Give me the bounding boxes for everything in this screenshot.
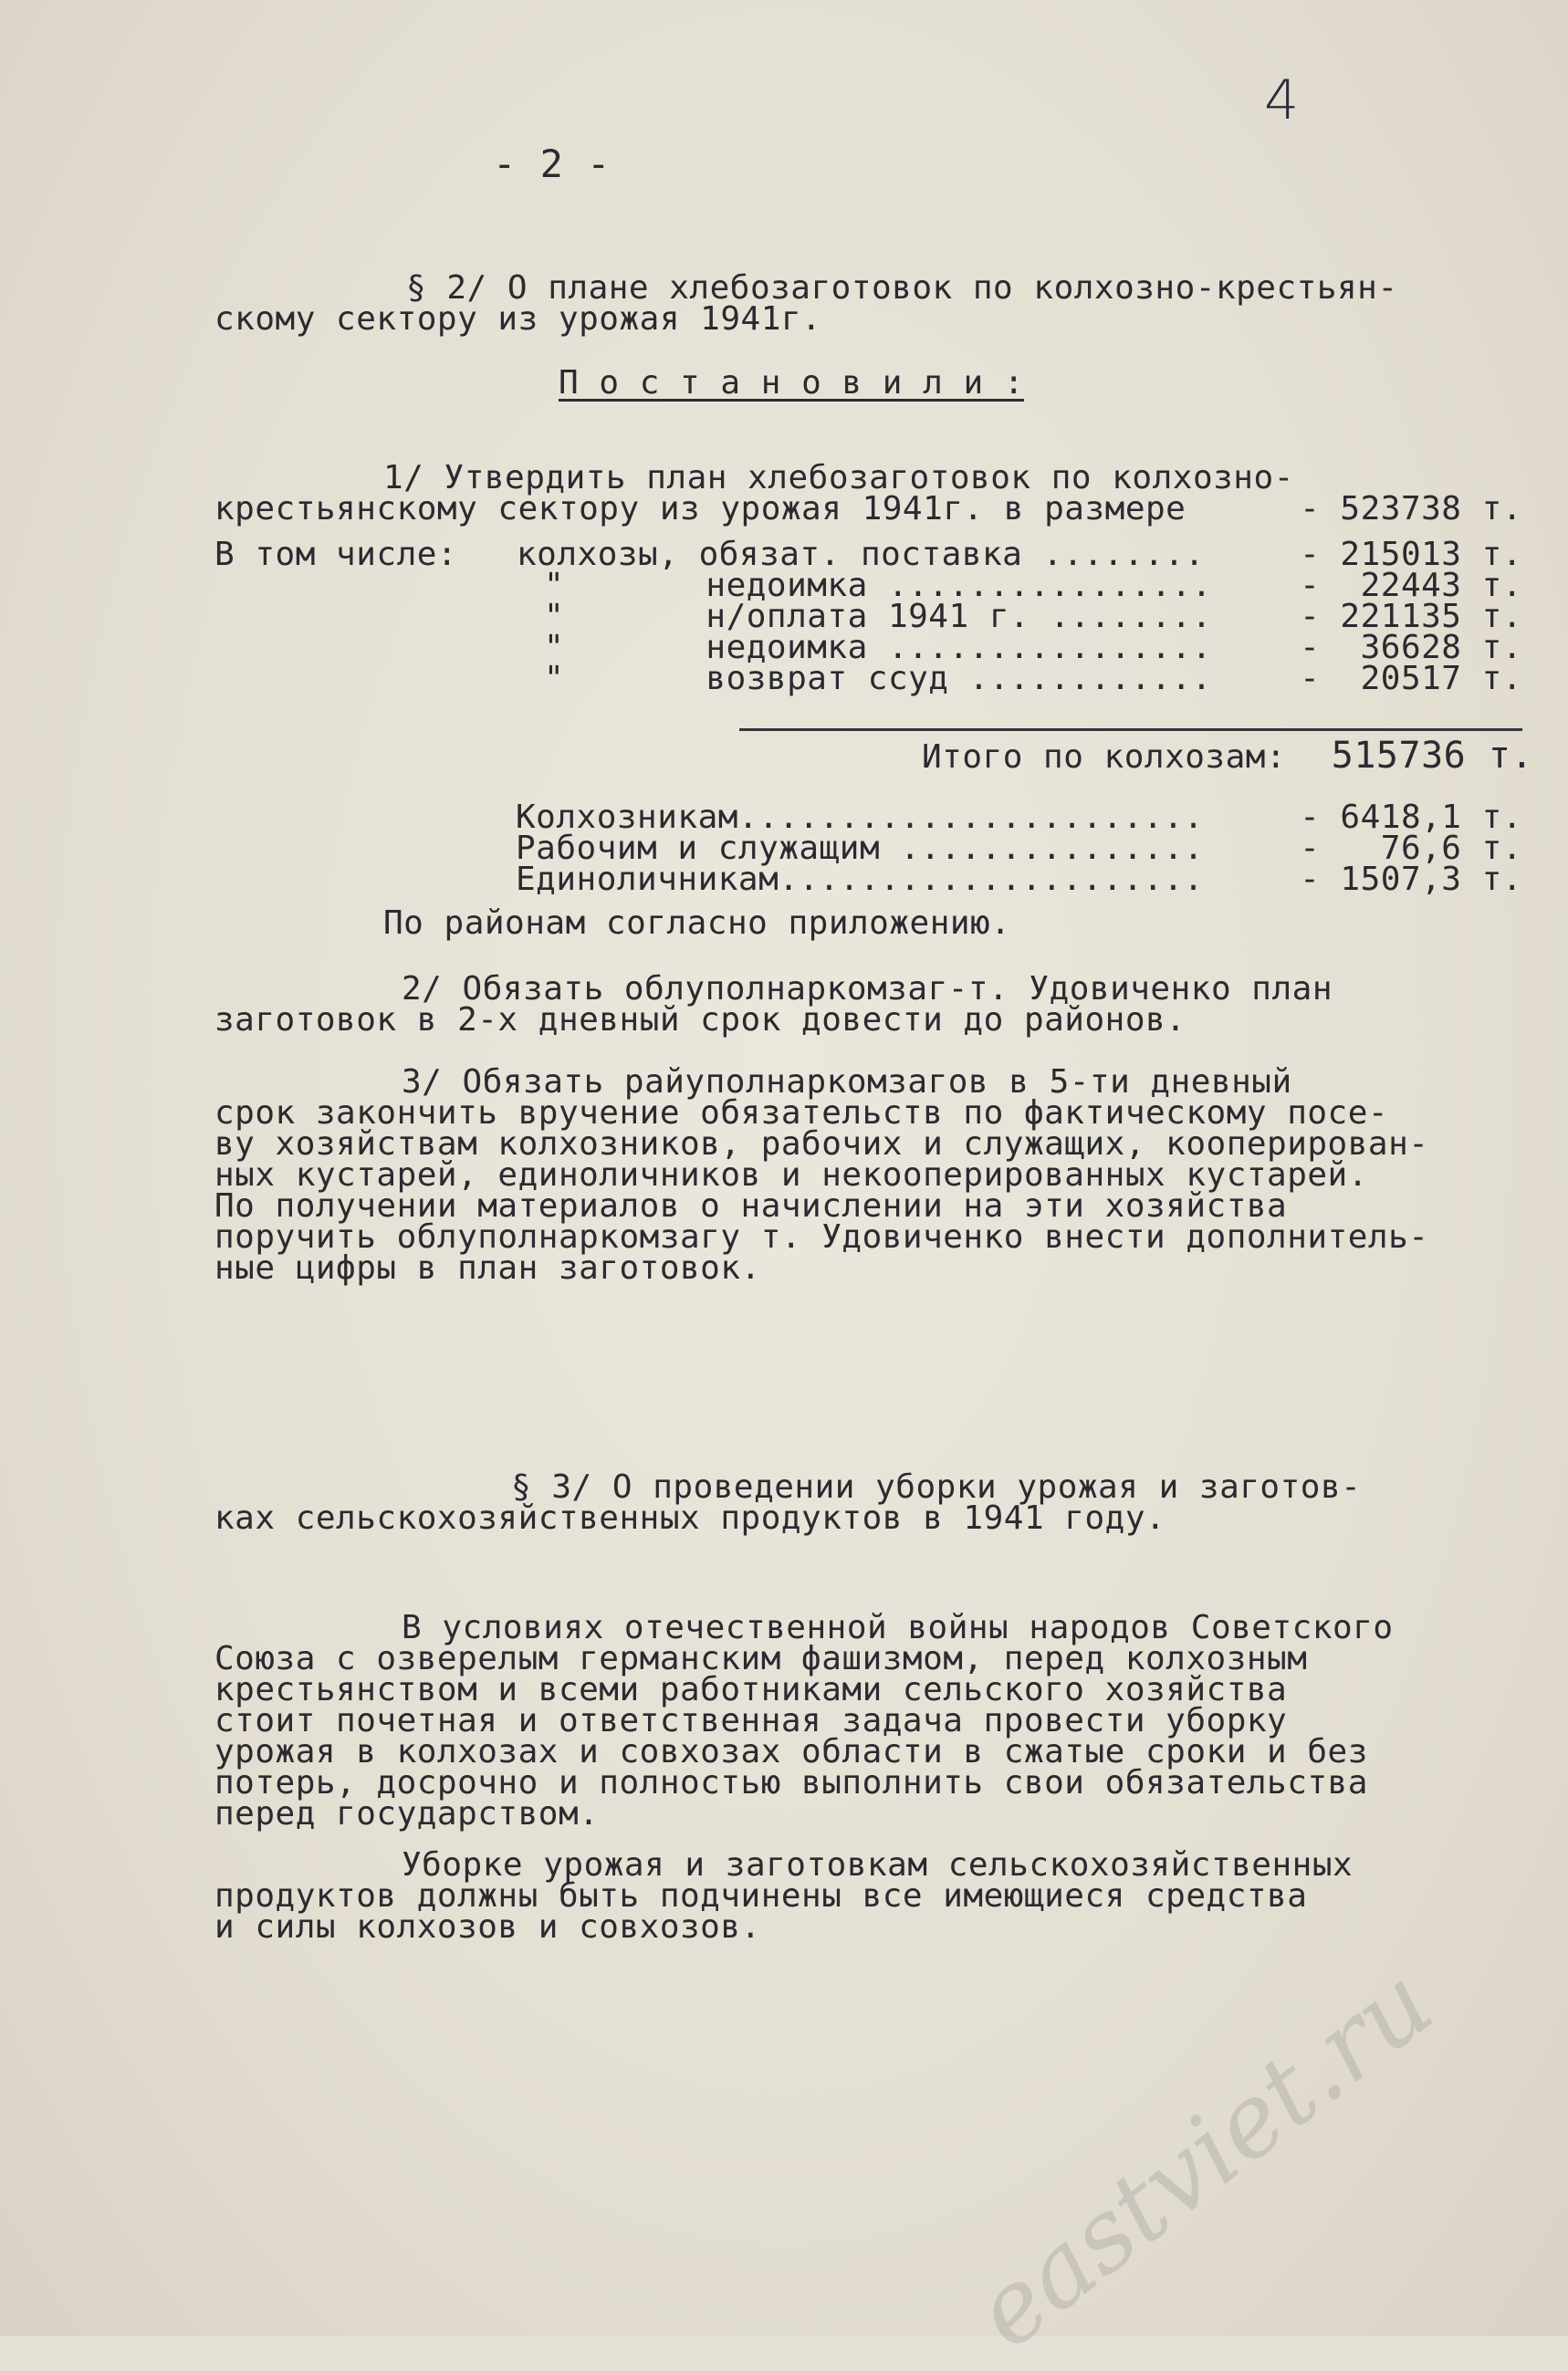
breakdown-row-value: - 221135 т. — [1300, 598, 1522, 635]
item3-line: ные цифры в план заготовок. — [214, 1249, 761, 1287]
section3-para1-line: урожая в колхозах и совхозах области в сжатые сроки и без — [214, 1733, 1368, 1770]
item3-line: поручить облуполнаркомзагу т. Удовиченко внести дополнитель- — [214, 1218, 1429, 1256]
item1-line2-text: крестьянскому сектору из урожая 1941г. в размере — [214, 490, 1186, 527]
item2-line1: 2/ Обязать облуполнаркомзаг-т. Удовиченко план — [402, 970, 1333, 1008]
breakdown-row-label: " недоимка ................ — [544, 567, 1212, 604]
breakdown-row-value: - 36628 т. — [1300, 629, 1522, 666]
item3-line: ных кустарей, единоличников и некооперированных кустарей. — [214, 1156, 1368, 1194]
others-row-value: - 1507,3 т. — [1300, 861, 1522, 898]
page-number: - 2 - — [493, 141, 611, 186]
section3-para1-line: В условиях отечественной войны народов Советского — [402, 1609, 1394, 1646]
item3-line: 3/ Обязать райуполнаркомзагов в 5-ти дневный — [402, 1063, 1292, 1101]
sheet-number-handwritten: 4 — [1264, 68, 1300, 132]
section3-title-line1: § 3/ О проведении уборки урожая и заготов- — [511, 1468, 1362, 1506]
item2-line2: заготовок в 2-х дневный срок довести до районов. — [214, 1001, 1186, 1039]
total-value: 515736 т. — [1331, 735, 1533, 777]
section3-title-line2: ках сельскохозяйственных продуктов в 1941 году. — [214, 1499, 1166, 1537]
breakdown-row-value: - 22443 т. — [1300, 567, 1522, 604]
others-row-label: Единоличникам..................... — [516, 861, 1204, 898]
watermark: eastviet.ru — [952, 1943, 1454, 2371]
item3-line: срок закончить вручение обязательств по фактическому посе- — [214, 1094, 1389, 1132]
others-row-value: - 76,6 т. — [1300, 830, 1522, 867]
section3-para2-line: продуктов должны быть подчинены все имеющиеся средства — [214, 1877, 1308, 1915]
section2-title-line1: § 2/ О плане хлебозаготовок по колхозно-крестьян- — [406, 269, 1398, 307]
others-row-value: - 6418,1 т. — [1300, 799, 1522, 836]
item1-line2-value: - 523738 т. — [1300, 490, 1522, 527]
total-label: Итого по колхозам: — [922, 738, 1287, 776]
section3-para2-line: и силы колхозов и совхозов. — [214, 1908, 761, 1946]
others-row-label: Рабочим и служащим ............... — [516, 830, 1204, 867]
resolved-heading: П о с т а н о в и л и : — [559, 364, 1024, 402]
including-label: В том числе: — [214, 536, 458, 573]
breakdown-row-label: " возврат ссуд ............ — [544, 660, 1212, 697]
section2-title-line2: скому сектору из урожая 1941г. — [214, 300, 822, 338]
by-districts-note: По районам согласно приложению. — [383, 904, 1011, 942]
item3-line: ву хозяйствам колхозников, рабочих и служащих, кооперирован- — [214, 1125, 1429, 1163]
section3-para1-line: крестьянством и всеми работниками сельского хозяйства — [214, 1671, 1288, 1708]
section3-para1-line: стоит почетная и ответственная задача провести уборку — [214, 1702, 1288, 1739]
total-separator-line — [739, 728, 1522, 731]
breakdown-row-label: " недоимка ................ — [544, 629, 1212, 666]
section3-para1-line: Союза с озверелым германским фашизмом, перед колхозным — [214, 1640, 1308, 1677]
item1-line1: 1/ Утвердить план хлебозаготовок по колхозно- — [383, 459, 1294, 496]
breakdown-row-label: " н/оплата 1941 г. ........ — [544, 598, 1212, 635]
breakdown-row-value: - 20517 т. — [1300, 660, 1522, 697]
breakdown-row-value: - 215013 т. — [1300, 536, 1522, 573]
section3-para2-line: Уборке урожая и заготовкам сельскохозяйственных — [402, 1846, 1354, 1884]
section3-para1-line: потерь, досрочно и полностью выполнить свои обязательства — [214, 1764, 1368, 1802]
others-row-label: Колхозникам....................... — [516, 799, 1204, 836]
item3-line: По получении материалов о начислении на эти хозяйства — [214, 1187, 1288, 1225]
section3-para1-line: перед государством. — [214, 1795, 600, 1833]
breakdown-row-label: колхозы, обязат. поставка ........ — [517, 536, 1205, 573]
